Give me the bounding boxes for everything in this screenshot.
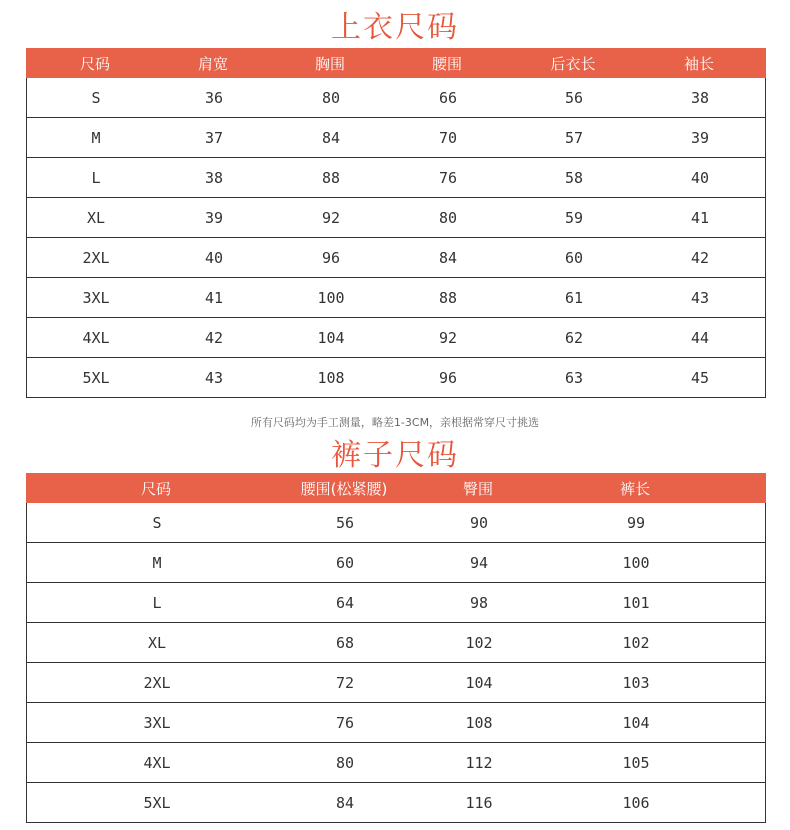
table-cell: 58 (564, 168, 584, 187)
table-cell: 105 (622, 753, 650, 772)
table-cell: 60 (335, 553, 355, 572)
table-cell: 2XL (82, 248, 110, 267)
table-cell: 56 (564, 88, 584, 107)
table-row (27, 78, 765, 118)
table-cell: 108 (317, 368, 345, 387)
table-cell: 76 (438, 168, 458, 187)
measurement-note: 所有尺码均为手工测量，略差1-3CM，亲根据常穿尺寸挑选 (250, 416, 540, 429)
table-cell: 80 (438, 208, 458, 227)
table-row (27, 238, 765, 278)
pants-header-cell: 尺码 (140, 479, 171, 498)
top-header-cell: 后衣长 (550, 54, 596, 73)
table-cell: 98 (469, 593, 489, 612)
table-cell: 38 (690, 88, 710, 107)
table-cell: 112 (465, 753, 493, 772)
table-cell: 76 (335, 713, 355, 732)
table-cell: 84 (335, 793, 355, 812)
table-cell: 63 (564, 368, 584, 387)
table-cell: 108 (465, 713, 493, 732)
table-cell: 41 (690, 208, 710, 227)
table-row (27, 743, 765, 783)
table-cell: 59 (564, 208, 584, 227)
top-header-cell: 腰围 (431, 54, 462, 73)
table-cell: 3XL (143, 713, 171, 732)
table-cell: 100 (317, 288, 345, 307)
top-header-cell: 肩宽 (197, 54, 228, 73)
table-cell: 60 (564, 248, 584, 267)
table-cell: 88 (438, 288, 458, 307)
table-cell: 101 (622, 593, 650, 612)
table-row (27, 703, 765, 743)
pants-size-title: 裤子尺码 (331, 438, 459, 473)
pants-size-table (26, 473, 766, 823)
table-cell: 84 (321, 128, 341, 147)
top-size-title: 上衣尺码 (331, 10, 459, 45)
table-cell: 100 (622, 553, 650, 572)
table-cell: XL (147, 633, 167, 652)
top-table-header (26, 48, 766, 78)
table-cell: S (91, 88, 101, 107)
table-cell: 2XL (143, 673, 171, 692)
table-cell: 64 (335, 593, 355, 612)
top-size-table (26, 48, 766, 398)
table-cell: 80 (321, 88, 341, 107)
table-cell: 94 (469, 553, 489, 572)
table-row (27, 158, 765, 198)
table-row (27, 358, 765, 398)
table-cell: 104 (465, 673, 493, 692)
table-cell: 56 (335, 513, 355, 532)
table-row (27, 118, 765, 158)
table-cell: 99 (626, 513, 646, 532)
table-cell: 92 (438, 328, 458, 347)
table-cell: 5XL (82, 368, 110, 387)
table-cell: 40 (204, 248, 224, 267)
top-header-cell: 袖长 (683, 54, 714, 73)
table-cell: 96 (438, 368, 458, 387)
table-cell: S (152, 513, 162, 532)
pants-header-cell: 腰围(松紧腰) (300, 479, 388, 498)
table-row (27, 503, 765, 543)
table-cell: 4XL (143, 753, 171, 772)
table-cell: 61 (564, 288, 584, 307)
table-cell: M (91, 128, 101, 147)
table-row (27, 783, 765, 823)
table-cell: XL (86, 208, 106, 227)
table-cell: 39 (690, 128, 710, 147)
table-cell: 42 (204, 328, 224, 347)
pants-header-cell: 臀围 (462, 479, 493, 498)
table-cell: 103 (622, 673, 650, 692)
table-cell: 4XL (82, 328, 110, 347)
table-cell: 68 (335, 633, 355, 652)
table-cell: 92 (321, 208, 341, 227)
table-cell: 96 (321, 248, 341, 267)
table-cell: 43 (690, 288, 710, 307)
table-cell: 70 (438, 128, 458, 147)
table-cell: 3XL (82, 288, 110, 307)
table-cell: 45 (690, 368, 710, 387)
pants-table-header (26, 473, 766, 503)
table-cell: 88 (321, 168, 341, 187)
table-cell: 37 (204, 128, 224, 147)
table-cell: L (152, 593, 162, 612)
table-cell: 5XL (143, 793, 171, 812)
pants-header-cell: 裤长 (619, 479, 650, 498)
table-cell: 106 (622, 793, 650, 812)
top-header-cell: 尺码 (79, 54, 110, 73)
table-cell: L (91, 168, 101, 187)
table-cell: 41 (204, 288, 224, 307)
table-cell: 39 (204, 208, 224, 227)
table-cell: 43 (204, 368, 224, 387)
top-header-cell: 胸围 (314, 54, 345, 73)
table-row (27, 198, 765, 238)
table-cell: 62 (564, 328, 584, 347)
table-cell: 102 (465, 633, 493, 652)
table-row (27, 543, 765, 583)
table-cell: 36 (204, 88, 224, 107)
table-cell: 116 (465, 793, 493, 812)
table-row (27, 583, 765, 623)
table-cell: 44 (690, 328, 710, 347)
table-cell: 38 (204, 168, 224, 187)
table-cell: 57 (564, 128, 584, 147)
table-cell: M (152, 553, 162, 572)
table-row (27, 278, 765, 318)
table-cell: 80 (335, 753, 355, 772)
table-cell: 66 (438, 88, 458, 107)
table-row (27, 663, 765, 703)
table-cell: 84 (438, 248, 458, 267)
table-row (27, 318, 765, 358)
table-cell: 104 (622, 713, 650, 732)
table-cell: 40 (690, 168, 710, 187)
table-row (27, 623, 765, 663)
table-cell: 42 (690, 248, 710, 267)
table-cell: 102 (622, 633, 650, 652)
table-cell: 72 (335, 673, 355, 692)
table-cell: 90 (469, 513, 489, 532)
table-cell: 104 (317, 328, 345, 347)
